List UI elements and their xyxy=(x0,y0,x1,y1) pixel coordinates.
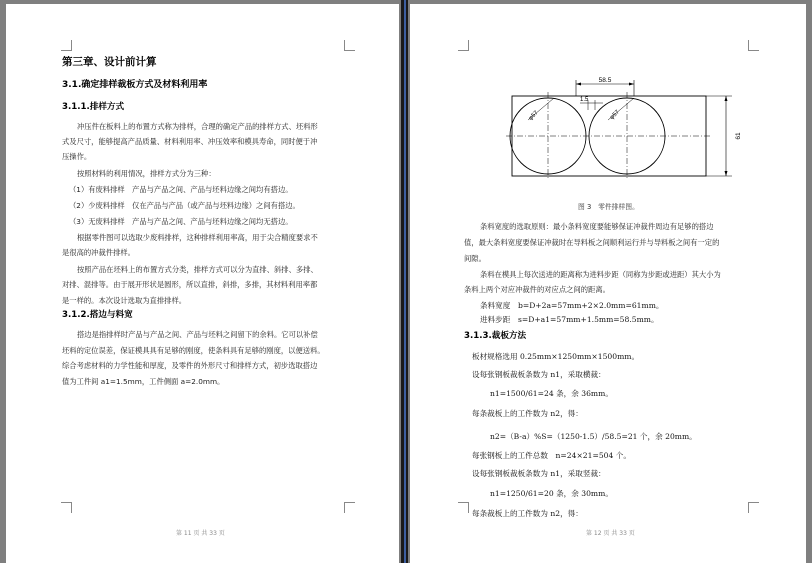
paragraph-line: 式及尺寸，能够提高产品质量、材料利用率、冲压效率和模具寿命，同时便于冲 xyxy=(62,137,318,146)
paragraph-line: 是一样的。本次设计选取为直排排样。 xyxy=(62,296,187,305)
dim-diameter-1-label: φ57 xyxy=(527,110,540,122)
paragraph-line: 按照材料的利用情况，排样方式分为三种： xyxy=(77,169,216,178)
section-heading-3-1-3: 3.1.3.裁板方法 xyxy=(464,331,527,341)
list-item: （2）少废料排样 仅在产品与产品（或产品与坯料边缘）之间有搭边。 xyxy=(69,201,300,210)
calc-line: n2=（B-a）%S=（1250-1.5）/58.5=21 个，余 20mm。 xyxy=(490,432,697,441)
dim-diameter-2-label: φ57 xyxy=(609,109,621,122)
calc-line: 设每张钢板裁板条数为 n1，采取横裁： xyxy=(472,370,606,379)
list-item: （1）有废料排样 产品与产品之间、产品与坯料边缘之间均有搭边。 xyxy=(69,185,293,194)
paragraph-line: 对排、混排等。由于展开形状是圆形，所以直排，斜排，多排，其材料利用率都 xyxy=(62,280,318,289)
margin-mark-top-left xyxy=(458,40,469,51)
paragraph-line: 值为工件间 a1=1.5mm，工件侧面 a=2.0mm。 xyxy=(62,377,225,386)
calc-line: n1=1250/61=20 条，余 30mm。 xyxy=(490,489,613,498)
dim-strip-width-label: 61 xyxy=(735,132,742,140)
margin-mark-bottom-left xyxy=(61,502,72,513)
dim-step-label: 58.5 xyxy=(598,77,612,84)
page-footer: 第 12 页 共 33 页 xyxy=(586,530,635,537)
section-heading-3-1: 3.1.确定排样裁板方式及材料利用率 xyxy=(62,80,208,90)
document-page-11[interactable] xyxy=(6,4,399,563)
paragraph-line: 按照产品在坯料上的布置方式分类，排样方式可以分为直排、斜排、多排、 xyxy=(77,265,318,274)
section-heading-3-1-1: 3.1.1.排样方式 xyxy=(62,102,125,112)
section-heading-3-1-2: 3.1.2.搭边与料宽 xyxy=(62,310,133,320)
paragraph-line: 根据零件图可以选取少废料排样，这种排样利用率高，用于尖合精度要求不 xyxy=(77,233,318,242)
paragraph-line: 搭边是指排样时产品与产品之间、产品与坯料之间留下的余料。它可以补偿 xyxy=(77,330,318,339)
document-page-12[interactable] xyxy=(410,4,806,563)
formula-feed-step: 进料步距 s=D+a1=57mm+1.5mm=58.5mm。 xyxy=(480,315,659,324)
margin-mark-top-right xyxy=(344,40,355,51)
page-gutter-accent xyxy=(404,0,406,563)
page-footer: 第 11 页 共 33 页 xyxy=(176,530,225,537)
paragraph-line: 综合考虑材料的力学性能和厚度，及零件的外形尺寸和排样方式，初步选取搭边 xyxy=(62,361,318,370)
formula-strip-width: 条料宽度 b=D+2a=57mm+2×2.0mm=61mm。 xyxy=(480,301,664,310)
paragraph-line: 值，最大条料宽度要保证冲裁时在导料板之间顺利运行并与导料板之间有一定的 xyxy=(464,238,720,247)
paragraph-line: 坯料的定位误差，保证模具具有足够的刚度，使条料具有足够的刚度，以便送料。 xyxy=(62,346,325,355)
list-item: （3）无废料排样 产品与产品之间、产品与坯料边缘之间均无搭边。 xyxy=(69,217,293,226)
calc-line: 每张钢板上的工件总数 n=24×21=504 个。 xyxy=(472,451,631,460)
margin-mark-bottom-left xyxy=(458,502,469,513)
paragraph-line: 压操作。 xyxy=(62,152,92,161)
paragraph-line: 间隙。 xyxy=(464,254,486,263)
dim-gap-label: 1.5 xyxy=(580,97,589,103)
calc-line: 设每张钢板裁板条数为 n1，采取竖裁： xyxy=(472,469,606,478)
margin-mark-bottom-right xyxy=(748,502,759,513)
calc-line: 板材规格选用 0.25mm×1250mm×1500mm。 xyxy=(472,352,640,361)
paragraph-line: 条料在模具上每次送进的距离称为进料步距（同称为步距或进距）其大小为 xyxy=(480,270,721,279)
calc-line: 每条裁板上的工件数为 n2，得： xyxy=(472,409,583,418)
figure-caption: 图 3 零件排样图。 xyxy=(578,203,639,211)
strip-layout-drawing xyxy=(506,74,746,194)
paragraph-line: 条料上两个对应冲裁件的对应点之间的距离。 xyxy=(464,285,610,294)
chapter-title: 第三章、设计前计算 xyxy=(62,56,157,68)
paragraph-line: 冲压件在板料上的布置方式称为排样，合理的确定产品的排样方式、坯料形 xyxy=(77,122,318,131)
calc-line: 每条裁板上的工件数为 n2，得： xyxy=(472,509,583,518)
paragraph-line: 是很高的冲裁件排样。 xyxy=(62,248,135,257)
margin-mark-top-right xyxy=(748,40,759,51)
margin-mark-bottom-right xyxy=(344,502,355,513)
paragraph-line: 条料宽度的选取原则：最小条料宽度要能够保证冲裁件周边有足够的搭边 xyxy=(480,222,714,231)
calc-line: n1=1500/61=24 条，余 36mm。 xyxy=(490,389,613,398)
margin-mark-top-left xyxy=(61,40,72,51)
